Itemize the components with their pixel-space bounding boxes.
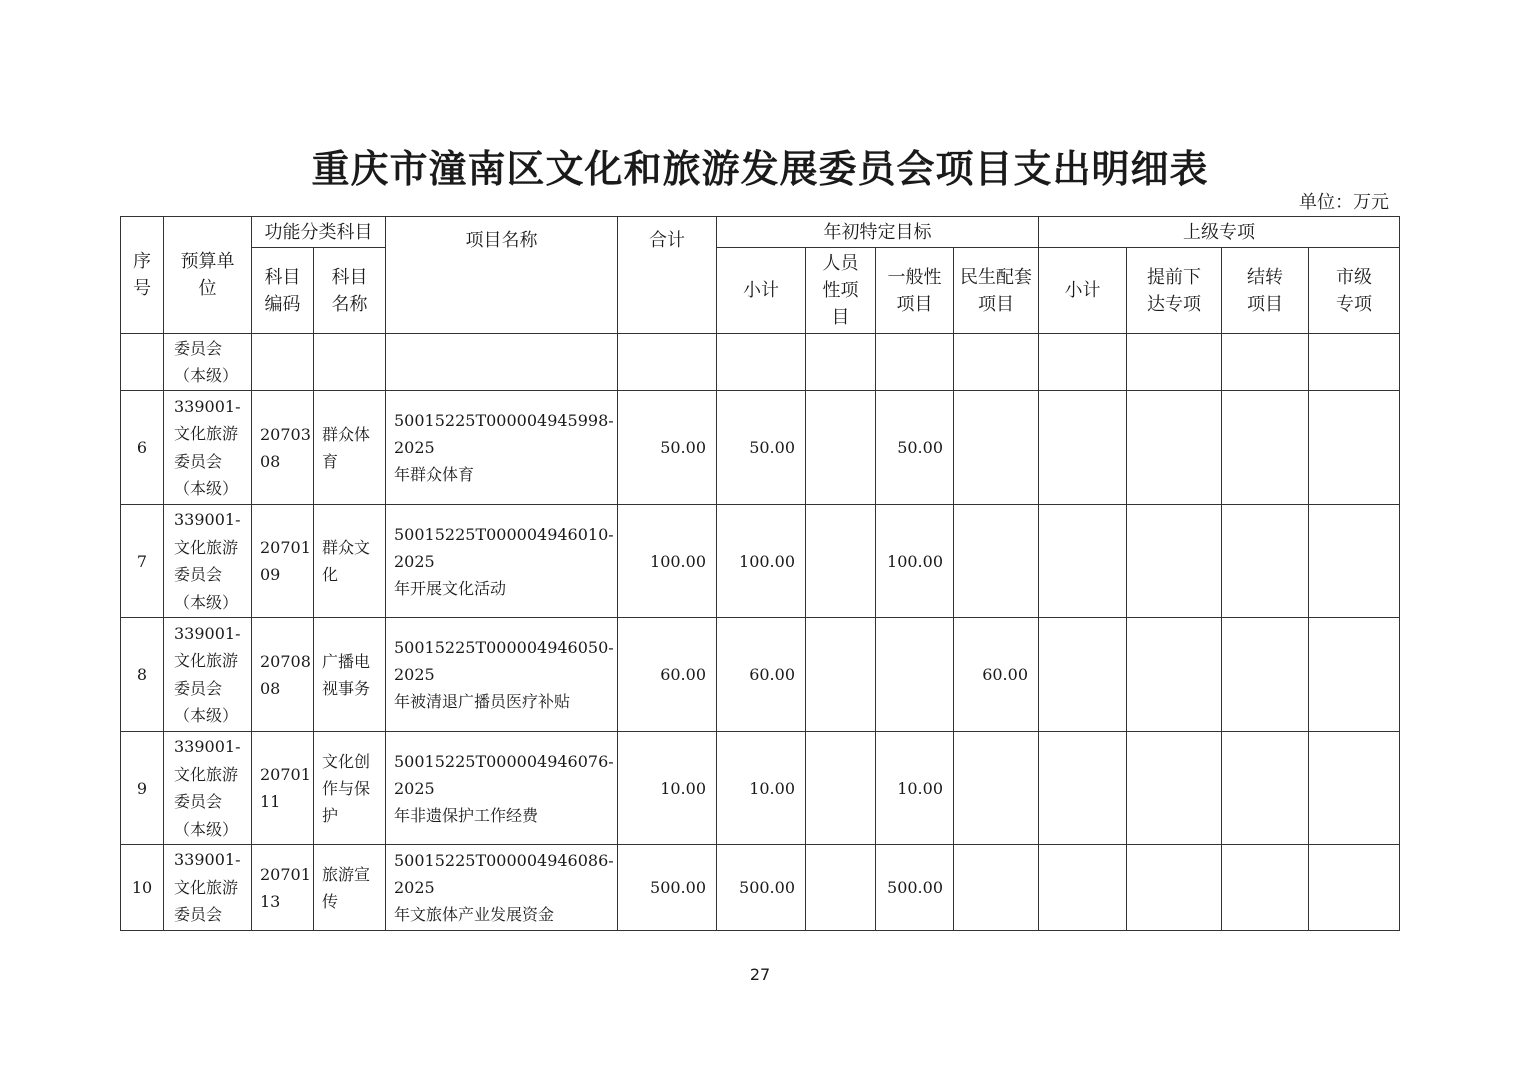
table-row <box>121 618 1400 732</box>
cell-general: 500.00 <box>876 845 954 931</box>
cell-livelihood <box>954 845 1039 931</box>
header-upper-subtotal: 小计 <box>1039 248 1127 334</box>
header-subject-name: 科目 名称 <box>314 248 386 334</box>
cell-advance <box>1127 505 1222 618</box>
cell-personnel <box>806 618 876 732</box>
cell-upper-subtotal <box>1039 732 1127 845</box>
cell-advance <box>1127 618 1222 732</box>
cell-total: 50.00 <box>618 391 717 505</box>
cell-subject-name: 旅游宣 传 <box>314 845 386 931</box>
header-general: 一般性 项目 <box>876 248 954 334</box>
cell-general: 10.00 <box>876 732 954 845</box>
header-subject-code: 科目 编码 <box>252 248 314 334</box>
cell-subtotal: 500.00 <box>717 845 806 931</box>
header-func-class: 功能分类科目 <box>252 217 386 248</box>
expenditure-table <box>120 216 1400 931</box>
cell-general: 50.00 <box>876 391 954 505</box>
header-budget-unit: 预算单 位 <box>164 217 252 334</box>
cell-general <box>876 618 954 732</box>
cell-subject-name: 群众体 育 <box>314 391 386 505</box>
cell-subject-name: 群众文 化 <box>314 505 386 618</box>
table-row <box>121 505 1400 618</box>
cell-seq: 10 <box>121 845 164 931</box>
cell-subject-code: 20701 11 <box>252 732 314 845</box>
cell-budget-unit: 339001- 文化旅游 委员会 （本级） <box>164 618 252 732</box>
header-advance: 提前下 达专项 <box>1127 248 1222 334</box>
header-carryover: 结转 项目 <box>1222 248 1309 334</box>
cell-budget-unit: 339001- 文化旅游 委员会 （本级） <box>164 391 252 505</box>
header-subtotal: 小计 <box>717 248 806 334</box>
cell-livelihood <box>954 732 1039 845</box>
cell-city <box>1309 732 1400 845</box>
cell-general: 100.00 <box>876 505 954 618</box>
cell-project-name: 50015225T000004946076-2025 年非遗保护工作经费 <box>386 732 618 845</box>
cell-seq: 8 <box>121 618 164 732</box>
cell-livelihood <box>954 391 1039 505</box>
header-special-target: 年初特定目标 <box>717 217 1039 248</box>
header-personnel: 人员 性项 目 <box>806 248 876 334</box>
cell-seq: 7 <box>121 505 164 618</box>
cell-carryover <box>1222 732 1309 845</box>
cell-subject-code: 20703 08 <box>252 391 314 505</box>
header-upper-special: 上级专项 <box>1039 217 1400 248</box>
cell-subtotal: 100.00 <box>717 505 806 618</box>
cell-total: 60.00 <box>618 618 717 732</box>
cell-city <box>1309 618 1400 732</box>
cell-personnel <box>806 391 876 505</box>
cell-total: 10.00 <box>618 732 717 845</box>
header-livelihood: 民生配套 项目 <box>954 248 1039 334</box>
cell-budget-unit: 339001- 文化旅游 委员会 （本级） <box>164 505 252 618</box>
cell-carryover <box>1222 845 1309 931</box>
cell-carryover <box>1222 505 1309 618</box>
header-project-name: 项目名称 <box>386 217 618 334</box>
cell-carryover <box>1222 391 1309 505</box>
cell-project-name: 50015225T000004946050-2025 年被清退广播员医疗补贴 <box>386 618 618 732</box>
cell-subject-code: 20708 08 <box>252 618 314 732</box>
cell-subtotal: 60.00 <box>717 618 806 732</box>
page-number: 27 <box>749 965 771 984</box>
cell-city <box>1309 391 1400 505</box>
cell-city <box>1309 845 1400 931</box>
cell-carryover <box>1222 618 1309 732</box>
cell-subtotal: 10.00 <box>717 732 806 845</box>
header-seq: 序 号 <box>121 217 164 334</box>
unit-label: 单位：万元 <box>1299 192 1389 213</box>
cell-upper-subtotal <box>1039 618 1127 732</box>
header-total: 合计 <box>618 217 717 334</box>
cell-project-name: 50015225T000004946086-2025 年文旅体产业发展资金 <box>386 845 618 931</box>
table-row-continuation <box>121 334 1400 391</box>
cell-total: 100.00 <box>618 505 717 618</box>
cell-subject-code: 20701 13 <box>252 845 314 931</box>
cell-subject-name: 文化创 作与保 护 <box>314 732 386 845</box>
header-city: 市级 专项 <box>1309 248 1400 334</box>
table-row <box>121 845 1400 931</box>
cell-project-name: 50015225T000004946010-2025 年开展文化活动 <box>386 505 618 618</box>
table-row <box>121 732 1400 845</box>
cell-upper-subtotal <box>1039 391 1127 505</box>
continuation-unit: 委员会 （本级） <box>164 334 252 391</box>
cell-personnel <box>806 505 876 618</box>
cell-total: 500.00 <box>618 845 717 931</box>
cell-budget-unit: 339001- 文化旅游 委员会 （本级） <box>164 732 252 845</box>
cell-advance <box>1127 391 1222 505</box>
cell-subject-code: 20701 09 <box>252 505 314 618</box>
cell-upper-subtotal <box>1039 505 1127 618</box>
cell-personnel <box>806 732 876 845</box>
cell-subtotal: 50.00 <box>717 391 806 505</box>
cell-personnel <box>806 845 876 931</box>
cell-advance <box>1127 845 1222 931</box>
cell-livelihood: 60.00 <box>954 618 1039 732</box>
cell-city <box>1309 505 1400 618</box>
cell-upper-subtotal <box>1039 845 1127 931</box>
cell-project-name: 50015225T000004945998-2025 年群众体育 <box>386 391 618 505</box>
cell-budget-unit: 339001- 文化旅游 委员会 <box>164 845 252 931</box>
cell-advance <box>1127 732 1222 845</box>
table-row <box>121 391 1400 505</box>
cell-seq: 9 <box>121 732 164 845</box>
cell-subject-name: 广播电 视事务 <box>314 618 386 732</box>
cell-livelihood <box>954 505 1039 618</box>
table-body <box>121 334 1400 931</box>
page-title: 重庆市潼南区文化和旅游发展委员会项目支出明细表 <box>311 146 1209 191</box>
cell-seq: 6 <box>121 391 164 505</box>
